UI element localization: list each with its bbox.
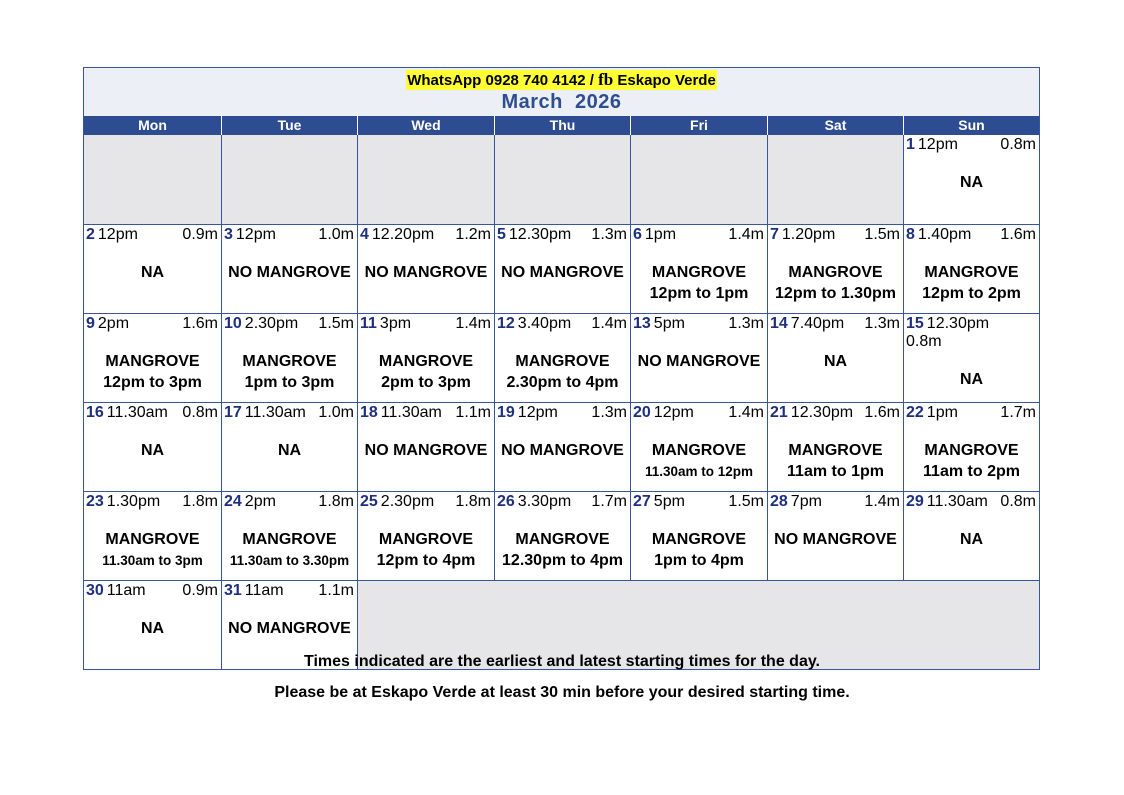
status-label: NA — [959, 531, 984, 548]
day-cell-18 — [357, 403, 494, 491]
tide-time: 1.30pm — [106, 493, 161, 510]
day-cell-20 — [630, 403, 767, 491]
day-cell-17 — [221, 403, 357, 491]
day-cell-24 — [221, 492, 357, 580]
mangrove-status — [358, 529, 494, 571]
day-number: 27 — [633, 493, 651, 510]
day-number: 26 — [497, 493, 515, 510]
facebook-label: fb — [598, 70, 614, 89]
footer-note-arrival: Please be at Eskapo Verde at least 30 min before your desired starting time. — [274, 684, 850, 701]
tide-info — [770, 226, 900, 244]
tide-info — [497, 315, 627, 333]
time-range: 11.30am to 3pm — [102, 553, 203, 568]
tide-height: 1.5m — [864, 226, 900, 243]
contact-prefix: WhatsApp 0928 740 4142 / — [407, 72, 599, 89]
weekday-mon: Mon — [138, 117, 167, 133]
empty-day-cell — [221, 135, 357, 224]
mangrove-status — [222, 440, 357, 461]
status-label: NA — [140, 442, 165, 459]
mangrove-status — [495, 440, 630, 461]
week-row — [84, 135, 1039, 224]
mangrove-status — [84, 618, 221, 639]
weekday-sun: Sun — [903, 116, 1039, 135]
weekday-sat: Sat — [767, 116, 903, 135]
tide-time: 2pm — [97, 315, 130, 332]
time-range: 11.30am to 3.30pm — [229, 553, 350, 568]
tide-time: 1pm — [644, 226, 677, 243]
empty-day-cell — [767, 135, 903, 224]
status-label: MANGROVE — [515, 353, 610, 370]
tide-time: 3.30pm — [517, 493, 572, 510]
tide-info — [633, 404, 764, 422]
time-range: 12pm to 1pm — [649, 285, 749, 302]
day-number: 19 — [497, 404, 515, 421]
mangrove-status — [768, 351, 903, 372]
tide-info — [497, 226, 627, 244]
day-cell-19 — [494, 403, 630, 491]
day-number: 17 — [224, 404, 242, 421]
tide-height: 1.8m — [455, 493, 491, 510]
empty-day-cell — [630, 135, 767, 224]
tide-info — [633, 226, 764, 244]
mangrove-status — [631, 262, 767, 304]
weekday-thu: Thu — [494, 116, 630, 135]
status-label: NA — [140, 620, 165, 637]
tide-info — [224, 493, 354, 511]
tide-height: 1.7m — [1000, 404, 1036, 421]
day-cell-12 — [494, 314, 630, 402]
tide-time: 1.20pm — [781, 226, 836, 243]
day-cell-27 — [630, 492, 767, 580]
mangrove-status — [84, 351, 221, 393]
day-number: 16 — [86, 404, 104, 421]
tide-time: 2pm — [244, 493, 276, 510]
day-number: 30 — [86, 582, 104, 599]
tide-height: 1.4m — [591, 315, 627, 332]
tide-height: 1.0m — [318, 226, 354, 243]
tide-height: 0.9m — [182, 582, 218, 599]
tide-height: 1.6m — [864, 404, 900, 421]
day-cell-1 — [903, 135, 1039, 224]
tide-info — [497, 493, 627, 511]
tide-height: 1.4m — [728, 404, 764, 421]
tide-info — [224, 404, 354, 422]
weekday-tue: Tue — [221, 116, 357, 135]
tide-time: 5pm — [653, 493, 685, 510]
status-label: NO MANGROVE — [774, 531, 897, 548]
day-number: 8 — [906, 226, 915, 243]
tide-height: 1.3m — [864, 315, 900, 332]
month-title — [84, 90, 1039, 114]
calendar-grid — [84, 135, 1039, 669]
tide-time: 12pm — [517, 404, 558, 421]
tide-time: 12pm — [917, 136, 958, 153]
tide-info — [906, 226, 1036, 244]
day-cell-11 — [357, 314, 494, 402]
tide-time: 12pm — [97, 226, 138, 243]
tide-time: 11.30am — [926, 493, 988, 510]
status-label: MANGROVE — [378, 531, 474, 548]
tide-height: 1.8m — [318, 493, 354, 510]
time-range: 11am to 1pm — [787, 463, 884, 480]
status-label: NA — [959, 371, 984, 388]
tide-info — [224, 315, 354, 333]
tide-info — [86, 582, 218, 600]
tide-time: 3pm — [379, 315, 412, 332]
status-label: NA — [277, 442, 302, 459]
status-label: MANGROVE — [242, 531, 337, 548]
day-number: 7 — [770, 226, 779, 243]
status-label: MANGROVE — [788, 264, 883, 281]
mangrove-status — [904, 262, 1039, 304]
day-number: 20 — [633, 404, 651, 421]
tide-info — [360, 493, 491, 511]
status-label: NO MANGROVE — [501, 442, 624, 459]
weekday-wed: Wed — [357, 116, 494, 135]
day-number: 25 — [360, 493, 378, 510]
mangrove-status — [222, 529, 357, 571]
mangrove-status — [768, 529, 903, 550]
day-cell-8 — [903, 225, 1039, 313]
day-cell-2 — [84, 225, 221, 313]
status-label: NO MANGROVE — [364, 264, 488, 281]
tide-time: 7pm — [790, 493, 822, 510]
day-number: 29 — [906, 493, 924, 510]
day-cell-21 — [767, 403, 903, 491]
day-number: 23 — [86, 493, 104, 510]
tide-info — [770, 404, 900, 422]
mangrove-status — [358, 351, 494, 393]
status-label: MANGROVE — [924, 442, 1019, 459]
footer-note-times: Times indicated are the earliest and latest starting times for the day. — [303, 653, 820, 670]
mangrove-status — [84, 262, 221, 283]
day-number: 24 — [224, 493, 242, 510]
status-label: NO MANGROVE — [637, 353, 761, 370]
day-number: 5 — [497, 226, 506, 243]
status-label: MANGROVE — [242, 353, 337, 370]
tide-height: 1.7m — [591, 493, 627, 510]
tide-height: 1.5m — [318, 315, 354, 332]
day-number: 1 — [906, 136, 915, 153]
tide-height: 0.8m — [906, 333, 942, 350]
tide-height: 1.2m — [455, 226, 491, 243]
day-cell-25 — [357, 492, 494, 580]
tide-time: 11am — [244, 582, 284, 599]
empty-day-cell — [357, 135, 494, 224]
mangrove-status — [904, 529, 1039, 550]
tide-info — [770, 315, 900, 333]
mangrove-status — [222, 351, 357, 393]
day-number: 4 — [360, 226, 369, 243]
time-range: 2.30pm to 4pm — [506, 374, 619, 391]
day-cell-22 — [903, 403, 1039, 491]
day-number: 3 — [224, 226, 233, 243]
day-cell-14 — [767, 314, 903, 402]
day-cell-10 — [221, 314, 357, 402]
mangrove-status — [768, 440, 903, 482]
day-number: 18 — [360, 404, 378, 421]
month-name: March — [501, 91, 563, 113]
tide-height: 1.6m — [182, 315, 218, 332]
tide-time: 12pm — [653, 404, 694, 421]
day-cell-9 — [84, 314, 221, 402]
time-range: 1pm to 4pm — [654, 552, 744, 569]
empty-day-cell — [84, 135, 221, 224]
tide-info — [86, 315, 218, 333]
time-range: 12pm to 1.30pm — [775, 285, 896, 302]
mangrove-status — [358, 440, 494, 461]
week-row — [84, 313, 1039, 402]
tide-info — [633, 493, 764, 511]
day-number: 11 — [360, 315, 377, 332]
mangrove-status — [631, 351, 767, 372]
mangrove-status — [222, 262, 357, 283]
empty-day-cell — [494, 135, 630, 224]
tide-height: 0.8m — [182, 404, 218, 421]
day-number: 21 — [770, 404, 788, 421]
status-label: MANGROVE — [651, 264, 747, 281]
weekday-fri: Fri — [630, 116, 767, 135]
status-label: NO MANGROVE — [228, 264, 351, 281]
tide-height: 1.4m — [864, 493, 900, 510]
tide-info — [86, 226, 218, 244]
calendar — [83, 67, 1040, 670]
tide-time: 11.30am — [380, 404, 442, 421]
day-cell-5 — [494, 225, 630, 313]
day-number: 28 — [770, 493, 788, 510]
tide-height: 1.3m — [728, 315, 764, 332]
tide-height: 0.9m — [182, 226, 218, 243]
tide-info — [497, 404, 627, 422]
day-cell-3 — [221, 225, 357, 313]
time-range: 11.30am to 12pm — [644, 464, 754, 479]
tide-info — [633, 315, 764, 333]
tide-time: 11.30am — [244, 404, 306, 421]
week-row — [84, 491, 1039, 580]
tide-info — [224, 226, 354, 244]
tide-height: 1.5m — [728, 493, 764, 510]
tide-info — [360, 226, 491, 244]
day-number: 14 — [770, 315, 788, 332]
tide-height: 1.4m — [728, 226, 764, 243]
status-label: NO MANGROVE — [501, 264, 624, 281]
day-number: 2 — [86, 226, 95, 243]
tide-time: 5pm — [653, 315, 685, 332]
day-number: 12 — [497, 315, 515, 332]
tide-info — [86, 493, 218, 511]
tide-time: 2.30pm — [380, 493, 435, 510]
status-label: MANGROVE — [515, 531, 610, 548]
calendar-header — [84, 68, 1039, 116]
tide-time: 12.30pm — [926, 315, 990, 332]
contact-suffix: Eskapo Verde — [613, 72, 716, 89]
tide-info — [906, 315, 1036, 351]
time-range: 12pm to 4pm — [376, 552, 476, 569]
day-cell-28 — [767, 492, 903, 580]
tide-time: 3.40pm — [517, 315, 572, 332]
day-cell-7 — [767, 225, 903, 313]
time-range: 12pm to 3pm — [103, 374, 202, 391]
tide-time: 7.40pm — [790, 315, 845, 332]
time-range: 11am to 2pm — [923, 463, 1020, 480]
time-range: 1pm to 3pm — [244, 374, 335, 391]
tide-height: 1.3m — [591, 404, 627, 421]
mangrove-status — [904, 172, 1039, 193]
week-row — [84, 224, 1039, 313]
status-label: MANGROVE — [924, 264, 1019, 281]
day-cell-29 — [903, 492, 1039, 580]
mangrove-status — [84, 529, 221, 571]
tide-info — [906, 493, 1036, 511]
tide-time: 12pm — [235, 226, 276, 243]
tide-height: 1.3m — [591, 226, 627, 243]
tide-height: 1.0m — [318, 404, 354, 421]
mangrove-status — [495, 262, 630, 283]
status-label: MANGROVE — [105, 531, 200, 548]
status-label: MANGROVE — [651, 442, 747, 459]
day-number: 9 — [86, 315, 95, 332]
day-cell-23 — [84, 492, 221, 580]
day-number: 15 — [906, 315, 924, 332]
mangrove-status — [358, 262, 494, 283]
day-cell-4 — [357, 225, 494, 313]
tide-time: 11am — [106, 582, 146, 599]
tide-height: 1.1m — [318, 582, 354, 599]
tide-info — [360, 404, 491, 422]
contact-line — [406, 70, 717, 90]
day-number: 6 — [633, 226, 642, 243]
week-row — [84, 402, 1039, 491]
tide-info — [360, 315, 491, 333]
time-range: 2pm to 3pm — [381, 374, 471, 391]
tide-time: 12.20pm — [371, 226, 435, 243]
status-label: NO MANGROVE — [364, 442, 488, 459]
status-label: MANGROVE — [651, 531, 747, 548]
day-number: 13 — [633, 315, 651, 332]
mangrove-status — [904, 369, 1039, 390]
status-label: NA — [140, 264, 165, 281]
tide-time: 1.40pm — [917, 226, 972, 243]
mangrove-status — [904, 440, 1039, 482]
day-cell-26 — [494, 492, 630, 580]
tide-info — [906, 404, 1036, 422]
mangrove-status — [84, 440, 221, 461]
time-range: 12pm to 2pm — [922, 285, 1021, 302]
status-label: MANGROVE — [378, 353, 474, 370]
tide-time: 12.30pm — [790, 404, 854, 421]
mangrove-status — [495, 529, 630, 571]
mangrove-status — [631, 440, 767, 482]
mangrove-status — [768, 262, 903, 304]
tide-info — [86, 404, 218, 422]
day-number: 31 — [224, 582, 242, 599]
weekday-header-row — [84, 116, 1039, 135]
tide-time: 2.30pm — [244, 315, 299, 332]
tide-height: 1.1m — [455, 404, 491, 421]
status-label: NA — [823, 353, 848, 370]
tide-height: 0.8m — [1000, 493, 1036, 510]
status-label: MANGROVE — [105, 353, 200, 370]
status-label: NA — [959, 174, 984, 191]
tide-height: 1.4m — [455, 315, 491, 332]
time-range: 12.30pm to 4pm — [502, 552, 623, 569]
day-cell-13 — [630, 314, 767, 402]
day-cell-6 — [630, 225, 767, 313]
tide-info — [770, 493, 900, 511]
tide-height: 1.8m — [182, 493, 218, 510]
tide-time: 12.30pm — [508, 226, 572, 243]
mangrove-status — [495, 351, 630, 393]
mangrove-status — [631, 529, 767, 571]
status-label: MANGROVE — [788, 442, 883, 459]
day-cell-15 — [903, 314, 1039, 402]
tide-height: 1.6m — [1000, 226, 1036, 243]
day-number: 10 — [224, 315, 242, 332]
status-label: NO MANGROVE — [228, 620, 351, 637]
day-number: 22 — [906, 404, 924, 421]
tide-info — [224, 582, 354, 600]
tide-time: 1pm — [926, 404, 958, 421]
day-cell-16 — [84, 403, 221, 491]
tide-height: 0.8m — [1000, 136, 1036, 153]
tide-time: 11.30am — [106, 404, 168, 421]
tide-info — [906, 136, 1036, 154]
year: 2026 — [575, 91, 622, 113]
mangrove-status — [222, 618, 357, 639]
